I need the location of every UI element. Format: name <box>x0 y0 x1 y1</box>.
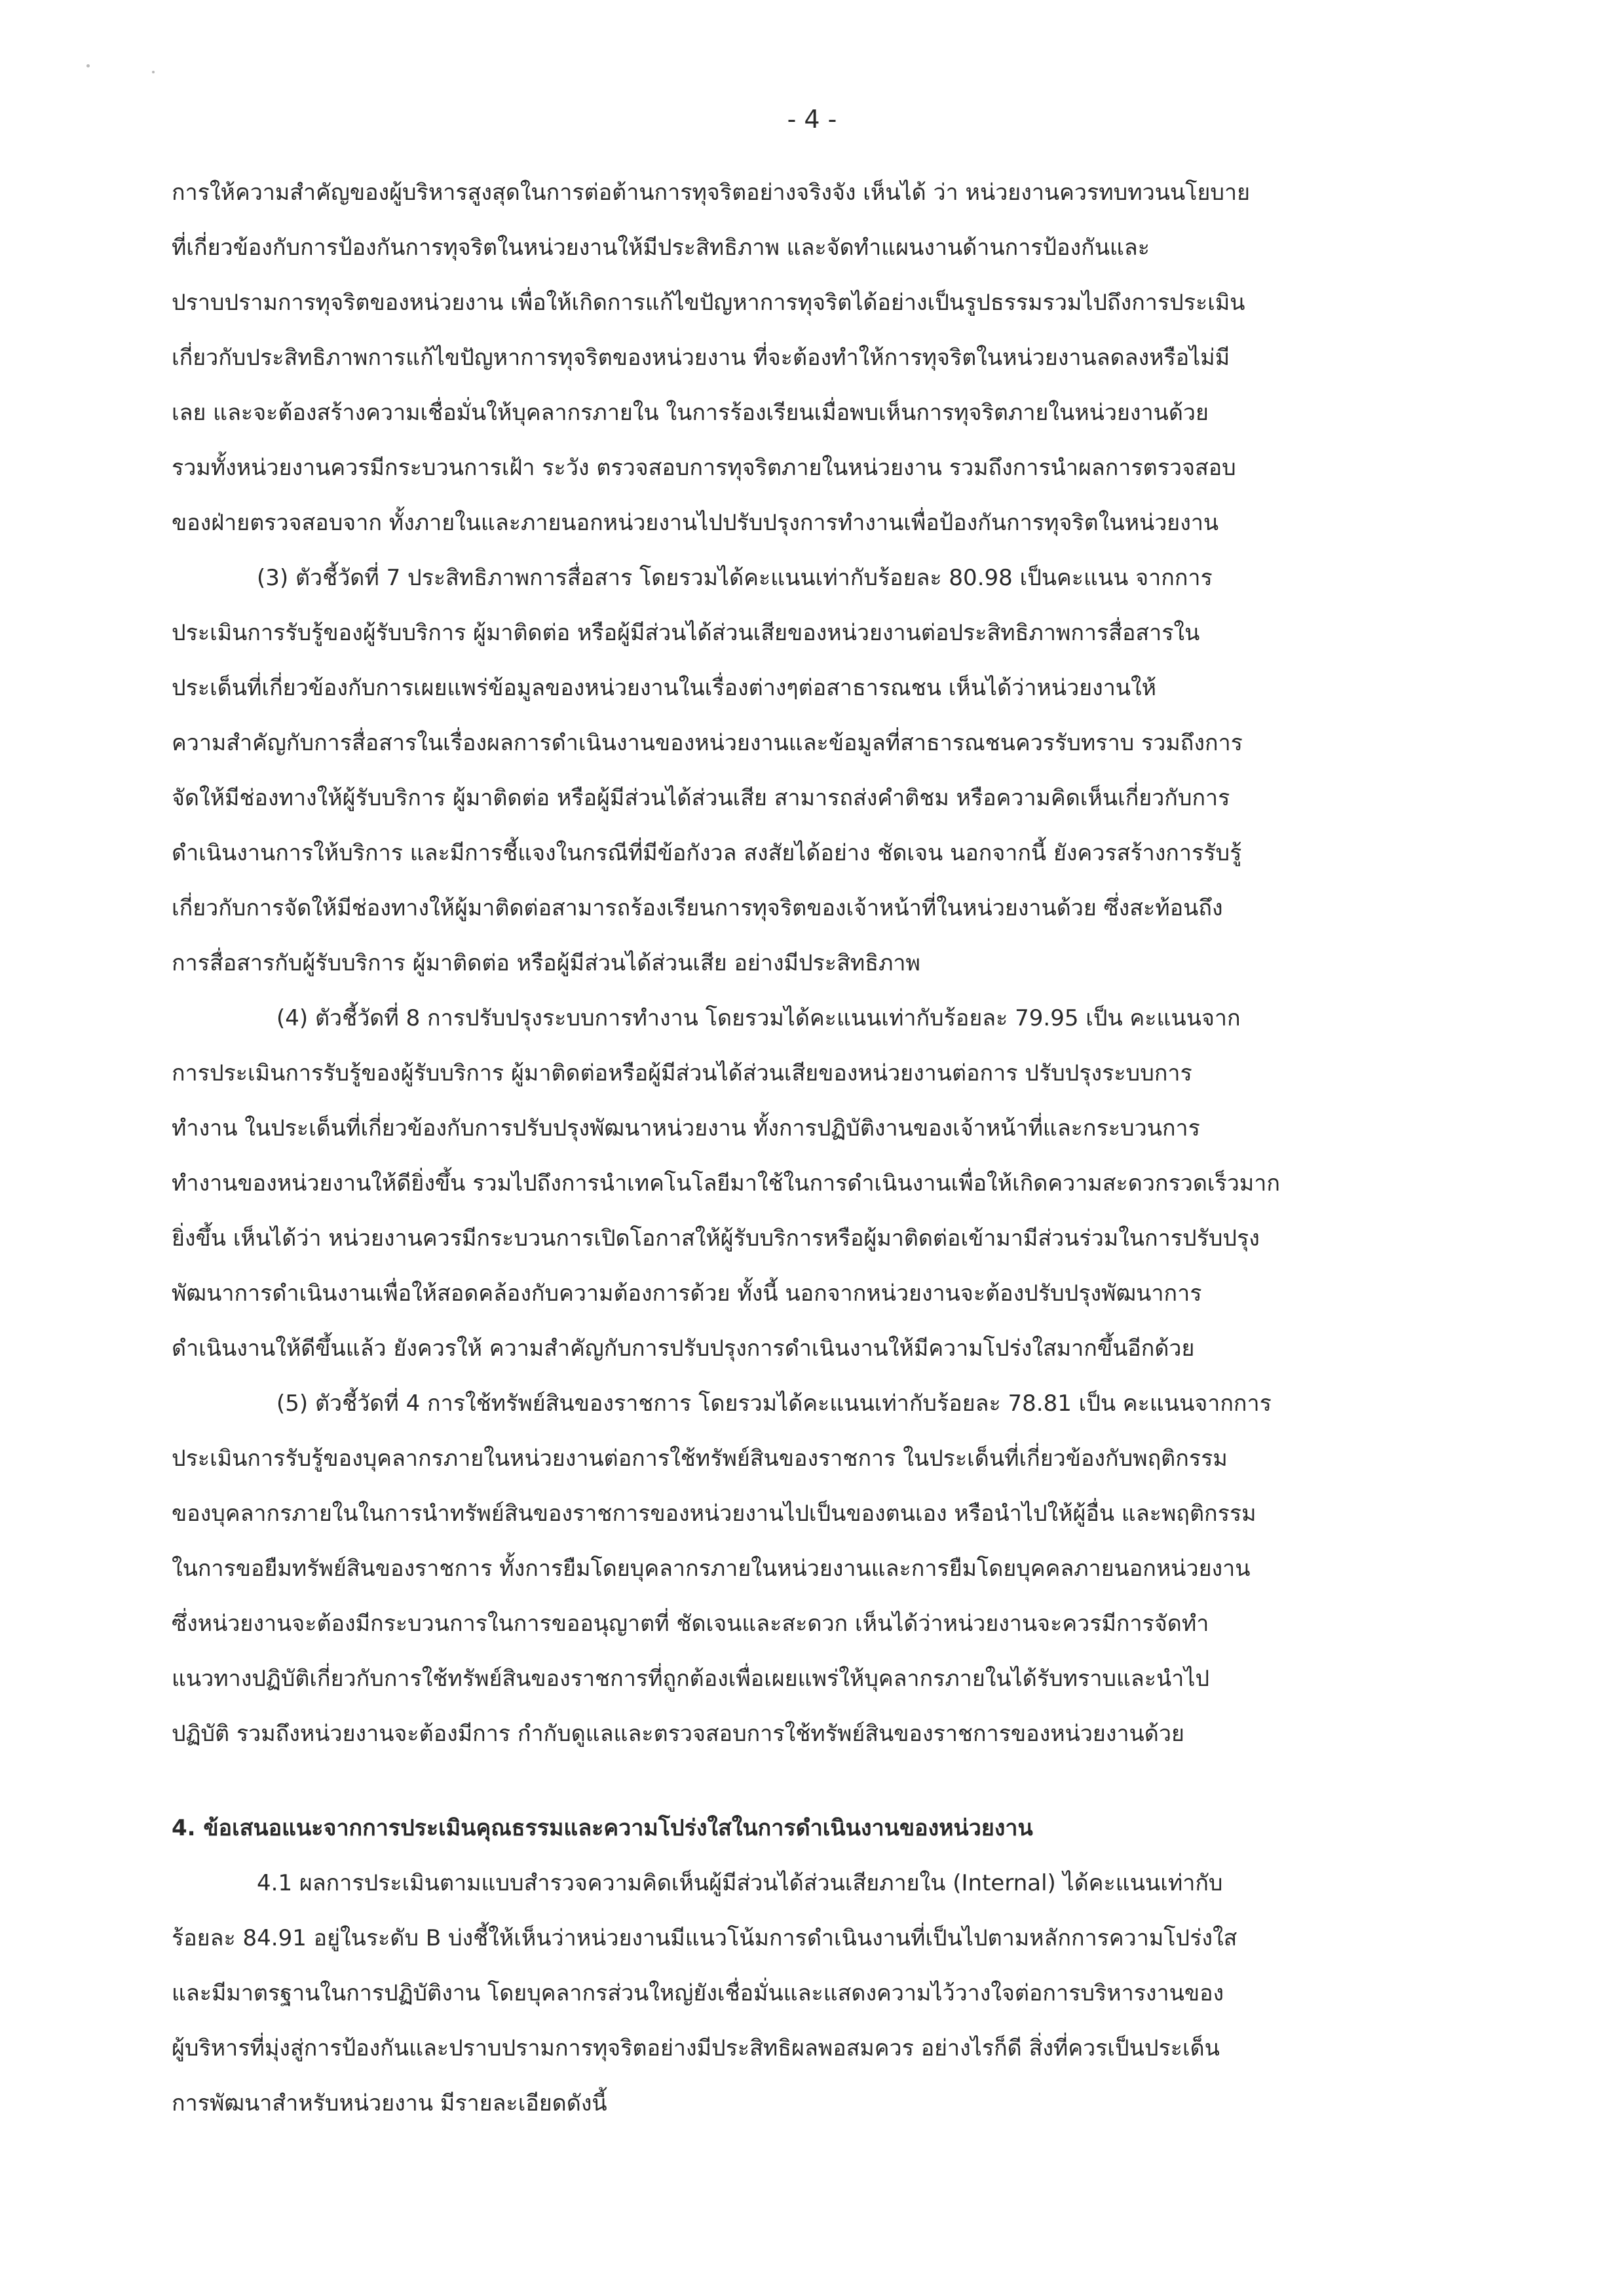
text-line: ของฝ่ายตรวจสอบจาก ทั้งภายในและภายนอกหน่วยงานไปปรับปรุงการทำงานเพื่อป้องกันการทุจริตในหน่วยงาน <box>172 510 1219 536</box>
text-line: การพัฒนาสำหรับหน่วยงาน มีรายละเอียดดังนี้ <box>172 2090 607 2116</box>
text-line: ยิ่งขึ้น เห็นได้ว่า หน่วยงานควรมีกระบวนการเปิดโอกาสให้ผู้รับบริการหรือผู้มาติดต่อเข้ามามีส่วนร่วมในการปรับปรุง <box>172 1225 1260 1252</box>
text-line: (3) ตัวชี้วัดที่ 7 ประสิทธิภาพการสื่อสาร โดยรวมได้คะแนนเท่ากับร้อยละ 80.98 เป็นคะแนน จากการ <box>257 565 1213 591</box>
text-line: ที่เกี่ยวข้องกับการป้องกันการทุจริตในหน่วยงานให้มีประสิทธิภาพ และจัดทำแผนงานด้านการป้องกันและ <box>172 235 1150 261</box>
item-4-paragraph <box>172 991 1469 1376</box>
page-number: - 4 - <box>787 105 837 134</box>
section-spacer <box>172 1761 1469 1801</box>
body-text <box>172 165 1469 2131</box>
text-line: ปฏิบัติ รวมถึงหน่วยงานจะต้องมีการ กำกับดูแลและตรวจสอบการใช้ทรัพย์สินของราชการของหน่วยงานด้วย <box>172 1721 1184 1747</box>
paragraph-continuation <box>172 165 1469 550</box>
text-line: แนวทางปฏิบัติเกี่ยวกับการใช้ทรัพย์สินของราชการที่ถูกต้องเพื่อเผยแพร่ให้บุคลากรภายในได้รับทราบและนำไป <box>172 1666 1210 1692</box>
text-line: ความสำคัญกับการสื่อสารในเรื่องผลการดำเนินงานของหน่วยงานและข้อมูลที่สาธารณชนควรรับทราบ รวมถึงการ <box>172 730 1243 756</box>
section-heading: 4. ข้อเสนอแนะจากการประเมินคุณธรรมและความโปร่งใสในการดำเนินงานของหน่วยงาน <box>172 1815 1033 1841</box>
text-line: การให้ความสำคัญของผู้บริหารสูงสุดในการต่อต้านการทุจริตอย่างจริงจัง เห็นได้ ว่า หน่วยงานควรทบทวนนโยบาย <box>172 180 1251 206</box>
text-line: (4) ตัวชี้วัดที่ 8 การปรับปรุงระบบการทำงาน โดยรวมได้คะแนนเท่ากับร้อยละ 79.95 เป็น คะแนนจาก <box>276 1005 1241 1031</box>
text-line: เลย และจะต้องสร้างความเชื่อมั่นให้บุคลากรภายใน ในการร้องเรียนเมื่อพบเห็นการทุจริตภายในหน่วยงานด้วย <box>172 400 1209 426</box>
text-line: ดำเนินงานให้ดีขึ้นแล้ว ยังควรให้ ความสำคัญกับการปรับปรุงการดำเนินงานให้มีความโปร่งใสมากขึ้นอีกด้วย <box>172 1335 1195 1362</box>
text-line: ผู้บริหารที่มุ่งสู่การป้องกันและปราบปรามการทุจริตอย่างมีประสิทธิผลพอสมควร อย่างไรก็ดี สิ่งที่ควรเป็นประเด็น <box>172 2035 1220 2061</box>
text-line: รวมทั้งหน่วยงานควรมีกระบวนการเฝ้า ระวัง ตรวจสอบการทุจริตภายในหน่วยงาน รวมถึงการนำผลการตรวจสอบ <box>172 455 1236 481</box>
text-line: ประเมินการรับรู้ของผู้รับบริการ ผู้มาติดต่อ หรือผู้มีส่วนได้ส่วนเสียของหน่วยงานต่อประสิทธิภาพการสื่อสารใน <box>172 620 1200 646</box>
text-line: ร้อยละ 84.91 อยู่ในระดับ B บ่งชี้ให้เห็นว่าหน่วยงานมีแนวโน้มการดำเนินงานที่เป็นไปตามหลักการความโปร่งใส <box>172 1925 1237 1951</box>
text-line: ทำงานของหน่วยงานให้ดียิ่งขึ้น รวมไปถึงการนำเทคโนโลยีมาใช้ในการดำเนินงานเพื่อให้เกิดความสะดวกรวดเร็วมาก <box>172 1170 1280 1196</box>
text-line: 4.1 ผลการประเมินตามแบบสำรวจความคิดเห็นผู้มีส่วนได้ส่วนเสียภายใน (Internal) ได้คะแนนเท่ากับ <box>257 1870 1223 1896</box>
text-line: ปราบปรามการทุจริตของหน่วยงาน เพื่อให้เกิดการแก้ไขปัญหาการทุจริตได้อย่างเป็นรูปธรรมรวมไปถึงการประเมิน <box>172 290 1245 316</box>
text-line: ซึ่งหน่วยงานจะต้องมีกระบวนการในการขออนุญาตที่ ชัดเจนและสะดวก เห็นได้ว่าหน่วยงานจะควรมีการจัดทำ <box>172 1611 1209 1637</box>
scan-speck <box>86 64 90 67</box>
text-line: ประเด็นที่เกี่ยวข้องกับการเผยแพร่ข้อมูลของหน่วยงานในเรื่องต่างๆต่อสาธารณชน เห็นได้ว่าหน่วยงานให้ <box>172 675 1157 701</box>
text-line: เกี่ยวกับประสิทธิภาพการแก้ไขปัญหาการทุจริตของหน่วยงาน ที่จะต้องทำให้การทุจริตในหน่วยงานลดลงหรือไม่มี <box>172 345 1230 371</box>
text-line: ดำเนินงานการให้บริการ และมีการชี้แจงในกรณีที่มีข้อกังวล สงสัยได้อย่าง ชัดเจน นอกจากนี้ ยังควรสร้างการรับรู้ <box>172 840 1242 866</box>
item-3-paragraph <box>172 550 1469 991</box>
text-line: พัฒนาการดำเนินงานเพื่อให้สอดคล้องกับความต้องการด้วย ทั้งนี้ นอกจากหน่วยงานจะต้องปรับปรุงพัฒนาการ <box>172 1280 1202 1307</box>
text-line: (5) ตัวชี้วัดที่ 4 การใช้ทรัพย์สินของราชการ โดยรวมได้คะแนนเท่ากับร้อยละ 78.81 เป็น คะแนนจากการ <box>276 1390 1272 1417</box>
text-line: ประเมินการรับรู้ของบุคลากรภายในหน่วยงานต่อการใช้ทรัพย์สินของราชการ ในประเด็นที่เกี่ยวข้องกับพฤติกรรม <box>172 1445 1228 1472</box>
section-4 <box>172 1801 1469 2131</box>
item-5-paragraph <box>172 1376 1469 1761</box>
text-line: ในการขอยืมทรัพย์สินของราชการ ทั้งการยืมโดยบุคลากรภายในหน่วยงานและการยืมโดยบุคคลภายนอกหน่วยงาน <box>172 1556 1251 1582</box>
text-line: ทำงาน ในประเด็นที่เกี่ยวข้องกับการปรับปรุงพัฒนาหน่วยงาน ทั้งการปฏิบัติงานของเจ้าหน้าที่และกระบวนการ <box>172 1115 1200 1141</box>
text-line: และมีมาตรฐานในการปฏิบัติงาน โดยบุคลากรส่วนใหญ่ยังเชื่อมั่นและแสดงความไว้วางใจต่อการบริหารงานของ <box>172 1980 1224 2006</box>
text-line: การสื่อสารกับผู้รับบริการ ผู้มาติดต่อ หรือผู้มีส่วนได้ส่วนเสีย อย่างมีประสิทธิภาพ <box>172 950 920 976</box>
text-line: เกี่ยวกับการจัดให้มีช่องทางให้ผู้มาติดต่อสามารถร้องเรียนการทุจริตของเจ้าหน้าที่ในหน่วยงานด้วย ซึ่งสะท้อนถึง <box>172 895 1223 921</box>
scan-speck <box>152 71 155 73</box>
text-line: ของบุคลากรภายในในการนำทรัพย์สินของราชการของหน่วยงานไปเป็นของตนเอง หรือนำไปให้ผู้อื่น และพฤติกรรม <box>172 1501 1256 1527</box>
text-line: การประเมินการรับรู้ของผู้รับบริการ ผู้มาติดต่อหรือผู้มีส่วนได้ส่วนเสียของหน่วยงานต่อการ ปรับปรุงระบบการ <box>172 1060 1192 1086</box>
text-line: จัดให้มีช่องทางให้ผู้รับบริการ ผู้มาติดต่อ หรือผู้มีส่วนได้ส่วนเสีย สามารถส่งคำติชม หรือความคิดเห็นเกี่ยวกับการ <box>172 785 1230 811</box>
